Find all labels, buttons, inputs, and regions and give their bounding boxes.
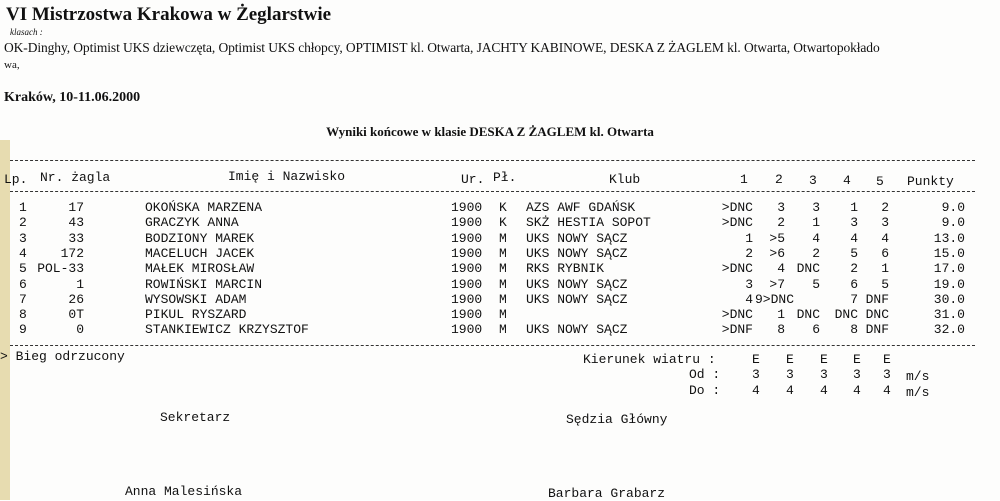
cell-club: UKS NOWY SĄCZ	[526, 291, 628, 307]
cell-race3: 6	[812, 322, 820, 338]
cell-sex: M	[499, 276, 507, 292]
cell-sail: 33	[68, 230, 84, 246]
results-title: Wyniki końcowe w klasie DESKA Z ŻAGLEM kl. Otwarta	[326, 124, 654, 139]
cell-points: 19.0	[933, 276, 965, 292]
wind-to-value: 4	[786, 383, 794, 398]
cell-lp: 2	[19, 215, 27, 231]
wind-direction-value: E	[853, 352, 861, 367]
cell-race4: 7	[850, 291, 858, 307]
cell-race1: 1	[745, 230, 753, 246]
cell-name: WYSOWSKI ADAM	[145, 291, 247, 307]
cell-lp: 6	[19, 276, 27, 292]
cell-year: 1900	[451, 307, 483, 323]
cell-sex: M	[499, 230, 507, 246]
cell-race3: DNC	[796, 307, 820, 323]
judge-name: Barbara Grabarz	[548, 486, 666, 501]
cell-sex: K	[499, 200, 507, 215]
cell-name: GRACZYK ANNA	[145, 215, 239, 231]
cell-sex: M	[499, 261, 507, 277]
cell-race3: 2	[812, 245, 820, 261]
cell-race4: 5	[850, 245, 858, 261]
cell-race2: >5	[769, 230, 785, 246]
cell-year: 1900	[451, 200, 483, 215]
cell-race2: 3	[777, 200, 785, 215]
cell-race4: 4	[850, 230, 858, 246]
cell-sex: M	[499, 291, 507, 307]
cell-race2: 9>DNC	[755, 291, 795, 307]
cell-race5: 6	[881, 245, 889, 261]
cell-race5: 4	[881, 230, 889, 246]
cell-race5: 2	[881, 200, 889, 215]
cell-lp: 1	[19, 200, 27, 215]
cell-lp: 7	[19, 291, 27, 307]
secretary-name: Anna Malesińska	[125, 484, 243, 499]
cell-race5: DNF	[865, 322, 889, 338]
cell-race3: 3	[812, 200, 820, 215]
col-race3-header: 3	[809, 173, 817, 188]
cell-lp: 3	[19, 230, 27, 246]
cell-name: STANKIEWICZ KRZYSZTOF	[145, 322, 309, 338]
cell-race2: >7	[769, 276, 785, 292]
cell-sail: POL-33	[37, 261, 84, 277]
cell-sail: 17	[68, 200, 84, 215]
cell-points: 30.0	[933, 291, 965, 307]
cell-sail: 1	[76, 276, 84, 292]
cell-sex: M	[499, 245, 507, 261]
wind-from-value: 3	[820, 367, 828, 382]
col-sex-header: Pł.	[493, 170, 517, 185]
cell-race5: 5	[881, 276, 889, 292]
cell-race4: DNC	[834, 307, 858, 323]
cell-points: 13.0	[933, 230, 965, 246]
cell-name: MAŁEK MIROSŁAW	[145, 261, 255, 277]
cell-race1: >DNC	[721, 307, 753, 323]
wind-from-label: Od :	[689, 367, 721, 382]
cell-club: UKS NOWY SĄCZ	[526, 322, 628, 338]
cell-name: PIKUL RYSZARD	[145, 307, 247, 323]
wind-to-label: Do :	[689, 383, 721, 398]
col-sail-header: Nr. żagla	[40, 170, 111, 185]
wind-direction-value: E	[786, 352, 794, 367]
document-title: VI Mistrzostwa Krakowa w Żeglarstwie	[6, 4, 332, 25]
cell-race1: >DNC	[721, 200, 753, 215]
cell-race3: 1	[812, 215, 820, 231]
cell-sail: 43	[68, 215, 84, 231]
cell-year: 1900	[451, 261, 483, 277]
cell-sex: M	[499, 307, 507, 323]
wind-from-unit: m/s	[906, 369, 930, 384]
cell-year: 1900	[451, 230, 483, 246]
wind-direction-value: E	[752, 352, 760, 367]
cell-points: 31.0	[933, 307, 965, 323]
cell-club: AZS AWF GDAŃSK	[526, 200, 636, 215]
cell-race1: >DNF	[721, 322, 753, 338]
cell-points: 9.0	[941, 215, 965, 231]
cell-sail: 0T	[68, 307, 84, 323]
cell-race4: 6	[850, 276, 858, 292]
page-edge-shadow	[0, 140, 10, 500]
wind-from-value: 3	[883, 367, 891, 382]
cell-race1: >DNC	[721, 215, 753, 231]
judge-title: Sędzia Główny	[566, 412, 668, 427]
col-club-header: Klub	[609, 172, 641, 187]
wind-from-value: 3	[853, 367, 861, 382]
wind-direction-label: Kierunek wiatru :	[583, 352, 716, 367]
cell-race5: DNF	[865, 291, 889, 307]
cell-club: RKS RYBNIK	[526, 261, 605, 277]
table-header-rule	[10, 191, 975, 192]
cell-sail: 0	[76, 322, 84, 338]
cell-points: 17.0	[933, 261, 965, 277]
cell-race5: 1	[881, 261, 889, 277]
cell-race2: 4	[777, 261, 785, 277]
discarded-note: > Bieg odrzucony	[0, 349, 125, 364]
cell-points: 9.0	[941, 200, 965, 215]
cell-race3: 4	[812, 230, 820, 246]
cell-race5: 3	[881, 215, 889, 231]
cell-club: UKS NOWY SĄCZ	[526, 230, 628, 246]
cell-points: 15.0	[933, 245, 965, 261]
cell-sex: M	[499, 322, 507, 338]
cell-race2: 8	[777, 322, 785, 338]
wind-to-value: 4	[820, 383, 828, 398]
cell-race3: DNC	[796, 261, 820, 277]
cell-race4: 2	[850, 261, 858, 277]
cell-race1: 2	[745, 245, 753, 261]
wind-from-value: 3	[786, 367, 794, 382]
classes-list: OK-Dinghy, Optimist UKS dziewczęta, Optimist UKS chłopcy, OPTIMIST kl. Otwarta, JACHTY KABINOWE, DESKA Z ŻAGLEM kl. Otwarta, Otwartopokłado	[4, 40, 880, 55]
cell-year: 1900	[451, 322, 483, 338]
cell-year: 1900	[451, 276, 483, 292]
col-race2-header: 2	[775, 172, 783, 187]
cell-club: UKS NOWY SĄCZ	[526, 276, 628, 292]
cell-lp: 8	[19, 307, 27, 323]
col-race1-header: 1	[740, 172, 748, 187]
cell-year: 1900	[451, 215, 483, 231]
table-top-rule	[10, 160, 975, 161]
cell-lp: 5	[19, 261, 27, 277]
cell-race1: 3	[745, 276, 753, 292]
cell-club: UKS NOWY SĄCZ	[526, 245, 628, 261]
classes-intro: klasach :	[10, 27, 43, 37]
table-bottom-rule	[10, 345, 975, 346]
col-year-header: Ur.	[461, 172, 485, 187]
col-points-header: Punkty	[907, 174, 954, 189]
cell-points: 32.0	[933, 322, 965, 338]
cell-sex: K	[499, 215, 507, 231]
wind-to-value: 4	[883, 383, 891, 398]
wind-to-unit: m/s	[906, 385, 930, 400]
cell-race1: >DNC	[721, 261, 753, 277]
place-date: Kraków, 10-11.06.2000	[4, 90, 141, 105]
cell-race2: 1	[777, 307, 785, 323]
wind-direction-value: E	[883, 352, 891, 367]
col-lp-header: Lp.	[4, 172, 28, 187]
cell-race4: 3	[850, 215, 858, 231]
cell-race1: 4	[745, 291, 753, 307]
cell-name: MACELUCH JACEK	[145, 245, 255, 261]
col-race4-header: 4	[843, 173, 851, 188]
cell-race3: 5	[812, 276, 820, 292]
wind-direction-value: E	[820, 352, 828, 367]
classes-list-continued: wa,	[4, 59, 20, 71]
cell-year: 1900	[451, 245, 483, 261]
cell-lp: 4	[19, 245, 27, 261]
cell-sail: 26	[68, 291, 84, 307]
cell-name: ROWIŃSKI MARCIN	[145, 276, 263, 292]
col-race5-header: 5	[876, 174, 884, 189]
cell-club: SKŻ HESTIA SOPOT	[526, 215, 651, 231]
cell-name: OKOŃSKA MARZENA	[145, 200, 263, 215]
cell-lp: 9	[19, 322, 27, 338]
cell-race4: 8	[850, 322, 858, 338]
cell-year: 1900	[451, 291, 483, 307]
secretary-title: Sekretarz	[160, 410, 231, 425]
cell-name: BODZIONY MAREK	[145, 230, 255, 246]
col-name-header: Imię i Nazwisko	[228, 169, 346, 184]
cell-race4: 1	[850, 200, 858, 215]
wind-from-value: 3	[752, 367, 760, 382]
cell-sail: 172	[60, 245, 84, 261]
cell-race2: 2	[777, 215, 785, 231]
cell-race5: DNC	[865, 307, 889, 323]
wind-to-value: 4	[752, 383, 760, 398]
cell-race2: >6	[769, 245, 785, 261]
wind-to-value: 4	[853, 383, 861, 398]
